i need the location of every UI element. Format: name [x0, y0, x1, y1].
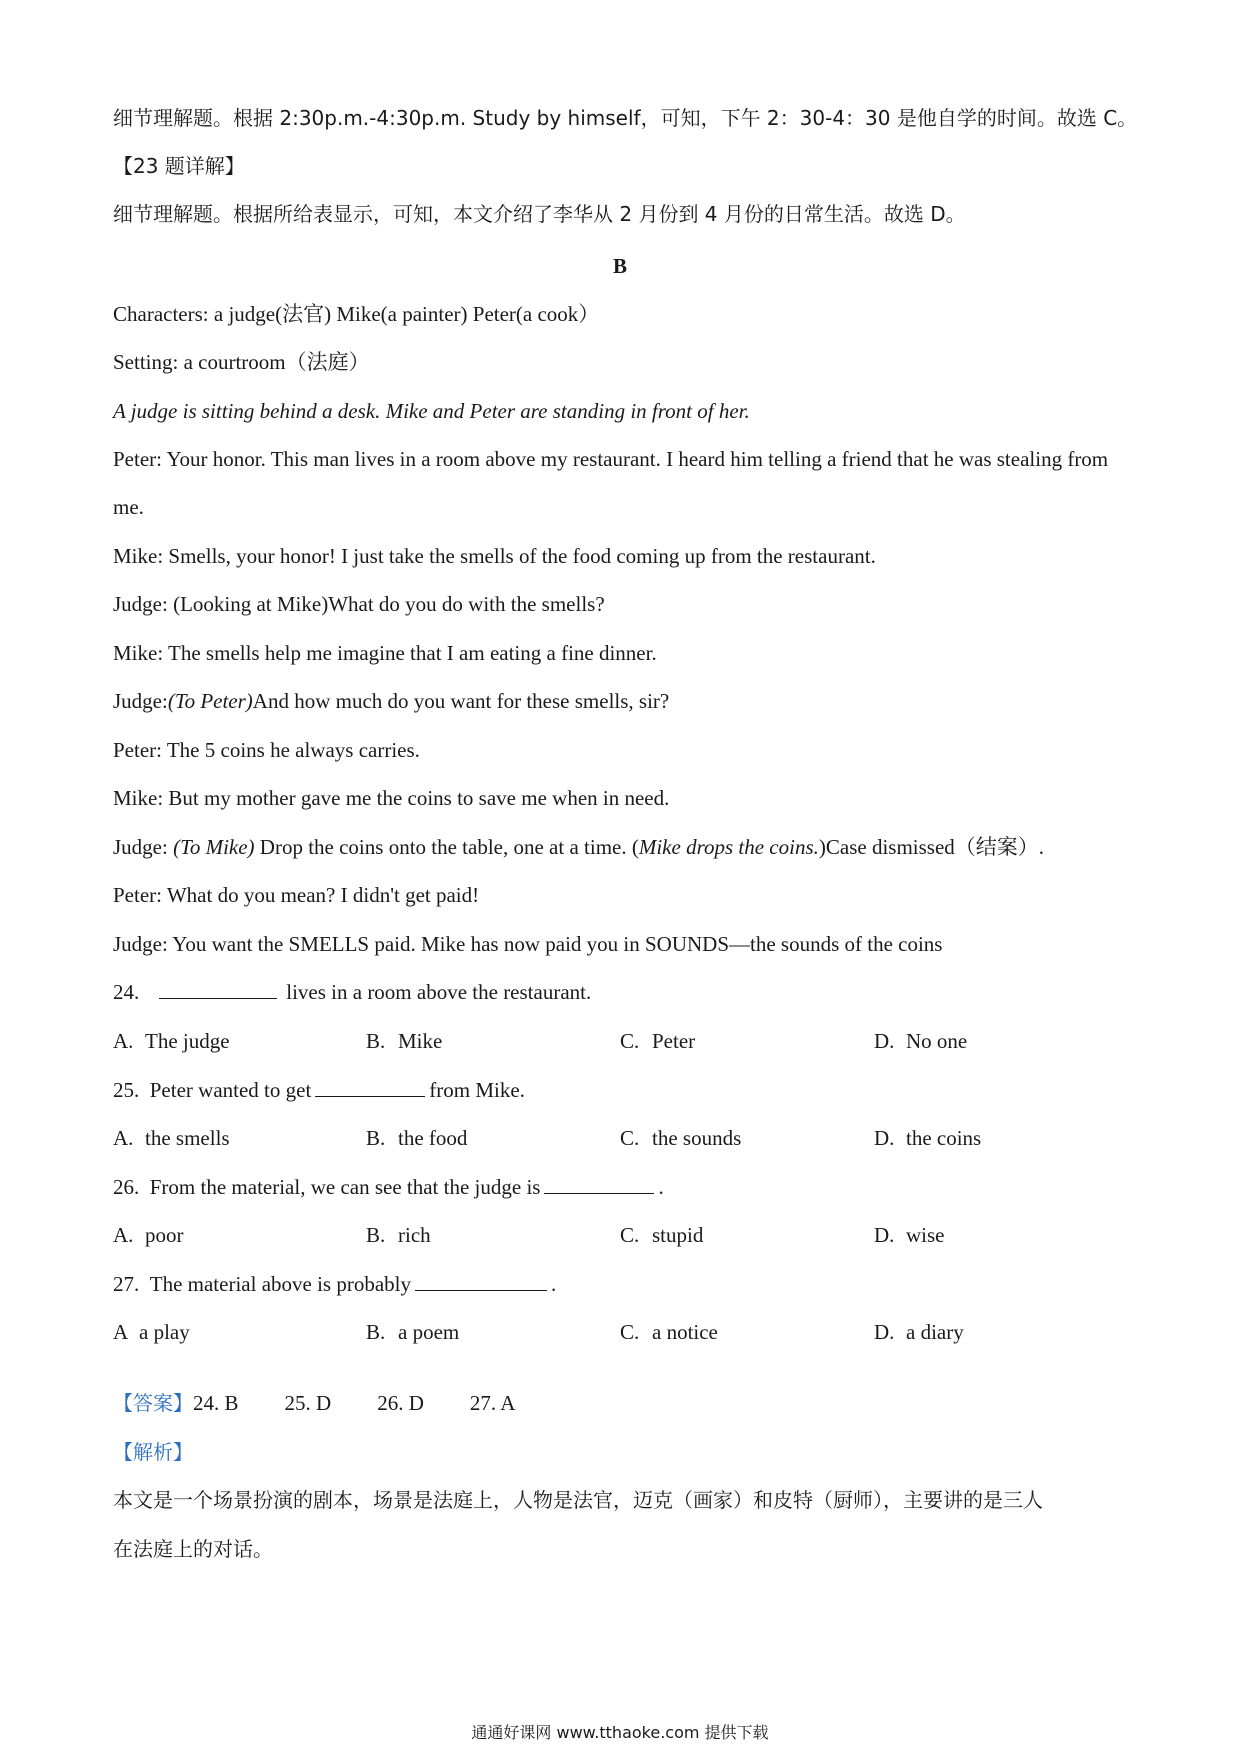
dialogue-peter-1b: me.	[113, 495, 144, 519]
option-24-b[interactable]: B. Mike	[366, 1029, 443, 1053]
option-24-a[interactable]: A. The judge	[113, 1029, 230, 1053]
option-26-d[interactable]: D. wise	[874, 1223, 945, 1247]
option-27-a[interactable]: A a play	[113, 1320, 190, 1344]
analysis-line-2: 在法庭上的对话。	[113, 1537, 273, 1561]
option-25-a[interactable]: A. the smells	[113, 1126, 230, 1150]
question-text-end: .	[658, 1175, 664, 1199]
section-title: B	[612, 254, 627, 278]
option-27-b[interactable]: B. a poem	[366, 1320, 460, 1344]
answer-blank	[159, 978, 277, 999]
dialogue-peter-3: Peter: What do you mean? I didn't get paid!	[113, 883, 480, 907]
answer-item: 24. B	[193, 1391, 239, 1415]
option-25-b[interactable]: B. the food	[366, 1126, 468, 1150]
option-25-d[interactable]: D. the coins	[874, 1126, 982, 1150]
question-26	[113, 1173, 664, 1201]
answer-blank	[544, 1173, 654, 1194]
dialogue-mike-1: Mike: Smells, your honor! I just take the smells of the food coming up from the restaurant.	[113, 544, 876, 568]
speaker: Judge:	[113, 835, 174, 859]
question-text-end: from Mike.	[429, 1078, 525, 1102]
q23-heading: 【23 题详解】	[113, 154, 245, 178]
setting-line: Setting: a courtroom（法庭）	[113, 350, 370, 374]
dialogue-judge-2	[113, 687, 669, 715]
question-27	[113, 1270, 556, 1298]
dialogue-peter-1a: Peter: Your honor. This man lives in a room above my restaurant. I heard him telling a friend that he was stealing from	[113, 447, 1109, 471]
answer-blank	[315, 1076, 425, 1097]
question-25	[113, 1076, 525, 1104]
option-26-c[interactable]: C. stupid	[620, 1223, 704, 1247]
stage-direction-inline: (To Peter)	[167, 689, 253, 713]
question-text: lives in a room above the restaurant.	[286, 980, 592, 1004]
option-26-a[interactable]: A. poor	[113, 1223, 184, 1247]
answer-item: 25. D	[284, 1391, 332, 1415]
answer-item: 26. D	[377, 1391, 424, 1415]
question-text: Peter wanted to get	[149, 1078, 312, 1102]
question-text: From the material, we can see that the judge is	[149, 1175, 541, 1199]
option-26-b[interactable]: B. rich	[366, 1223, 431, 1247]
answer-blank	[415, 1270, 547, 1291]
dialogue-peter-2: Peter: The 5 coins he always carries.	[113, 738, 420, 762]
option-24-d[interactable]: D. No one	[874, 1029, 968, 1053]
dialogue-mike-2: Mike: The smells help me imagine that I am eating a fine dinner.	[113, 641, 657, 665]
answer-label: 【答案】	[113, 1391, 193, 1415]
stage-direction-inline: (To Mike)	[173, 835, 255, 859]
stage-direction-inline: Mike drops the coins.	[638, 835, 819, 859]
dialogue-judge-1: Judge: (Looking at Mike)What do you do with the smells?	[113, 592, 605, 616]
page-footer: 通通好课网 www.tthaoke.com 提供下载	[471, 1723, 769, 1742]
question-number: 24.	[113, 980, 140, 1004]
speaker: Judge:	[113, 689, 168, 713]
analysis-line-1: 本文是一个场景扮演的剧本，场景是法庭上，人物是法官，迈克（画家）和皮特（厨师），主要讲的是三人	[113, 1488, 1043, 1512]
answer-item: 27. A	[469, 1391, 516, 1415]
option-27-c[interactable]: C. a notice	[620, 1320, 718, 1344]
stage-direction: A judge is sitting behind a desk. Mike and Peter are standing in front of her.	[113, 399, 750, 423]
answer-line	[113, 1389, 515, 1417]
question-24	[113, 978, 591, 1006]
question-number: 26.	[113, 1175, 140, 1199]
intro-line: 细节理解题。根据 2:30p.m.-4:30p.m. Study by himself，可知，下午 2：30-4：30 是他自学的时间。故选 C。	[113, 106, 1138, 130]
characters-line: Characters: a judge(法官) Mike(a painter) Peter(a cook）	[113, 302, 600, 326]
question-number: 27.	[113, 1272, 140, 1296]
dialogue-judge-4: Judge: You want the SMELLS paid. Mike has now paid you in SOUNDS—the sounds of the coins	[113, 932, 943, 956]
analysis-label: 【解析】	[113, 1440, 193, 1464]
option-27-d[interactable]: D. a diary	[874, 1320, 964, 1344]
dialogue-mike-3: Mike: But my mother gave me the coins to save me when in need.	[113, 786, 670, 810]
q23-explanation: 细节理解题。根据所给表显示，可知，本文介绍了李华从 2 月份到 4 月份的日常生活。故选 D。	[113, 202, 966, 226]
dialogue-judge-3	[113, 833, 1044, 861]
question-number: 25.	[113, 1078, 140, 1102]
speech: Drop the coins onto the table, one at a time. (	[254, 835, 639, 859]
question-text-end: .	[551, 1272, 557, 1296]
option-24-c[interactable]: C. Peter	[620, 1029, 696, 1053]
option-25-c[interactable]: C. the sounds	[620, 1126, 742, 1150]
speech: And how much do you want for these smells, sir?	[252, 689, 670, 713]
question-text: The material above is probably	[149, 1272, 411, 1296]
speech-end: )Case dismissed（结案）.	[818, 835, 1045, 859]
